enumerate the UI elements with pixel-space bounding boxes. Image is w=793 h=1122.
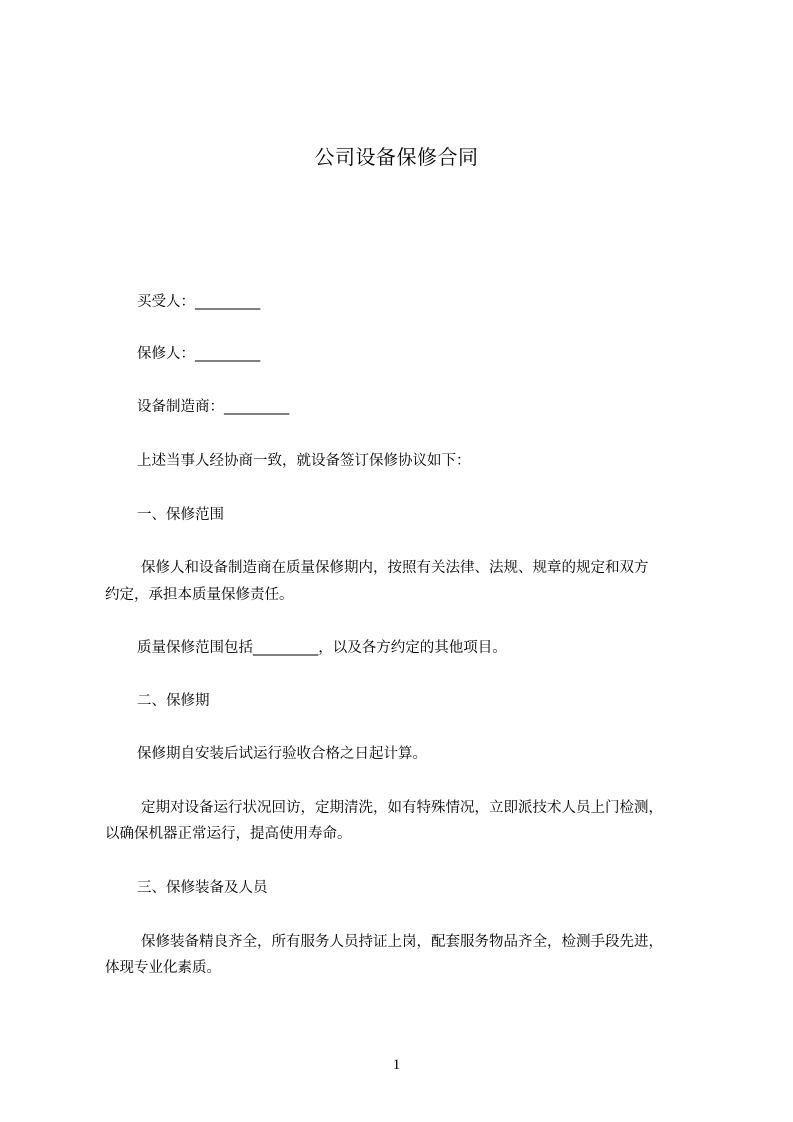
buyer-label: 买受人：: [137, 294, 195, 310]
paragraph-line: 约定，承担本质量保修责任。: [105, 587, 294, 603]
paragraph-line: 保修装备精良齐全，所有服务人员持证上岗，配套服务物品齐全，检测手段先进，: [141, 934, 663, 950]
scope-text-before: 质量保修范围包括: [137, 640, 253, 656]
scope-line: [137, 638, 507, 658]
buyer-blank: _________: [195, 294, 261, 310]
warrantor-label: 保修人：: [137, 346, 195, 362]
warrantor-line: [137, 344, 260, 364]
paragraph-line: 以确保机器正常运行，提高使用寿命。: [105, 826, 352, 842]
manufacturer-blank: _________: [224, 399, 290, 415]
manufacturer-line: [137, 397, 289, 417]
document-title: 公司设备保修合同: [314, 145, 479, 169]
section-heading: 三、保修装备及人员: [137, 880, 268, 896]
scope-blank: _________: [253, 640, 319, 656]
paragraph-line: 保修人和设备制造商在质量保修期内，按照有关法律、法规、规章的规定和双方: [141, 560, 649, 576]
preamble: 上述当事人经协商一致，就设备签订保修协议如下：: [137, 453, 471, 469]
section-heading: 一、保修范围: [137, 507, 224, 523]
paragraph-line: 定期对设备运行状况回访，定期清洗，如有特殊情况，立即派技术人员上门检测，: [141, 800, 663, 816]
section-heading: 二、保修期: [137, 693, 210, 709]
page-number: 1: [392, 1057, 401, 1073]
scope-text-after: ，以及各方约定的其他项目。: [318, 640, 507, 656]
paragraph-line: 体现专业化素质。: [105, 960, 221, 976]
manufacturer-label: 设备制造商：: [137, 399, 224, 415]
warrantor-blank: _________: [195, 346, 261, 362]
buyer-line: [137, 292, 260, 312]
paragraph-line: 保修期自安装后试运行验收合格之日起计算。: [137, 746, 427, 762]
